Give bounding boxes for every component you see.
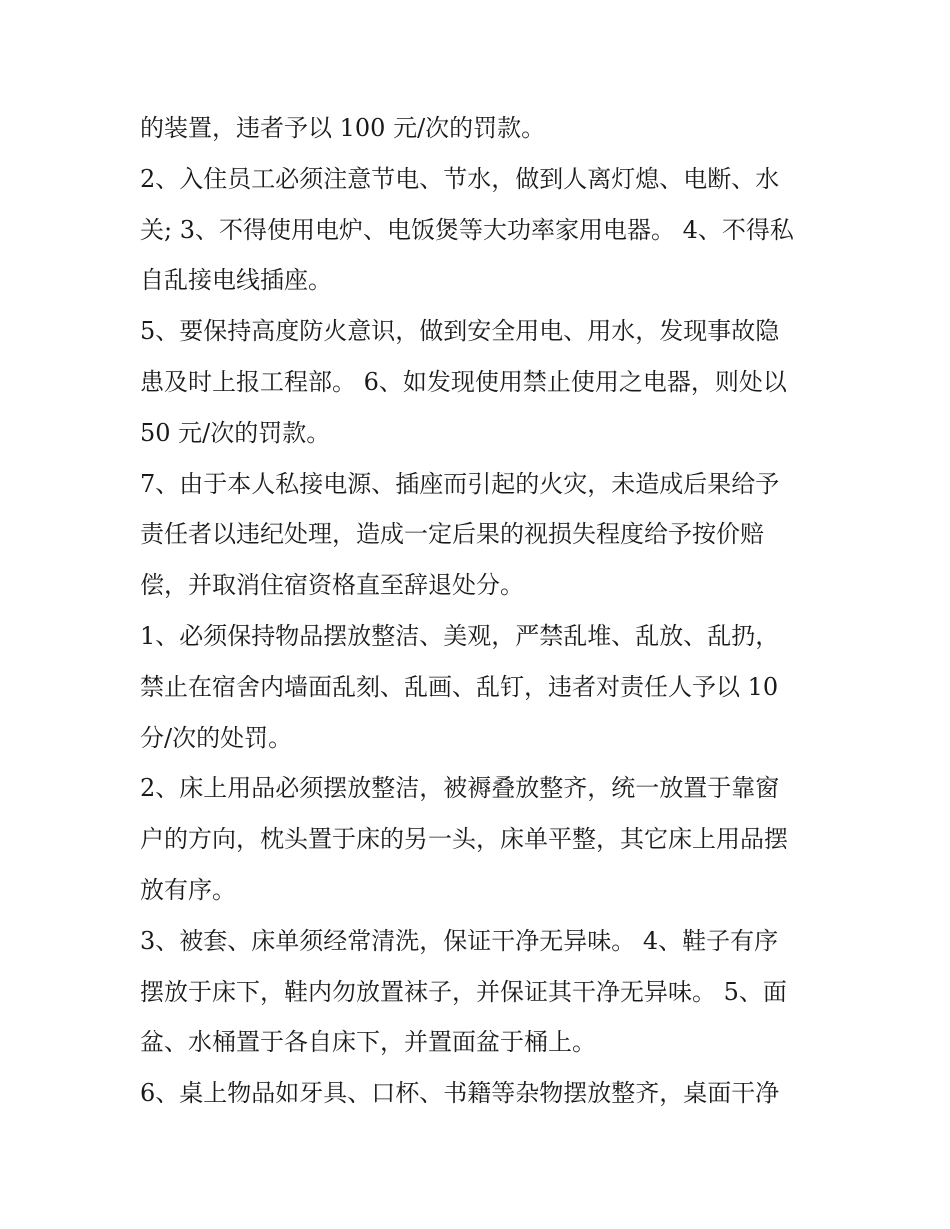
text-line: 禁止在宿舍内墙面乱刻、乱画、乱钉，违者对责任人予以 10: [140, 672, 779, 701]
text-line: 2、入住员工必须注意节电、节水，做到人离灯熄、电断、水: [140, 164, 780, 193]
text-line: 户的方向，枕头置于床的另一头，床单平整，其它床上用品摆: [140, 825, 788, 854]
text-line: 1、必须保持物品摆放整洁、美观，严禁乱堆、乱放、乱扔，: [140, 621, 780, 650]
text-line: 偿，并取消住宿资格直至辞退处分。: [140, 571, 524, 600]
text-line: 的装置，违者予以 100 元/次的罚款。: [140, 114, 546, 142]
text-line: 50 元/次的罚款。: [140, 418, 331, 447]
text-line: 自乱接电线插座。: [140, 266, 332, 295]
text-line: 盆、水桶置于各自床下，并置面盆于桶上。: [140, 1028, 596, 1057]
text-line: 6、桌上物品如牙具、口杯、书籍等杂物摆放整齐，桌面干净: [140, 1079, 780, 1108]
text-line: 责任者以违纪处理，造成一定后果的视损失程度给予按价赔: [140, 520, 764, 549]
text-line: 摆放于床下，鞋内勿放置袜子，并保证其干净无异味。 5、面: [140, 977, 787, 1006]
text-line: 2、床上用品必须摆放整洁，被褥叠放整齐，统一放置于靠窗: [140, 774, 780, 803]
text-line: 放有序。: [140, 875, 236, 904]
text-line: 5、要保持高度防火意识，做到安全用电、用水，发现事故隐: [140, 317, 780, 346]
text-line: 关; 3、不得使用电炉、电饭煲等大功率家用电器。 4、不得私: [140, 215, 794, 244]
document-body: [140, 103, 820, 1119]
text-line: 3、被套、床单须经常清洗，保证干净无异味。 4、鞋子有序: [140, 926, 779, 955]
text-line: 7、由于本人私接电源、插座而引起的火灾，未造成后果给予: [140, 469, 780, 498]
text-line: 患及时上报工程部。 6、如发现使用禁止使用之电器，则处以: [140, 367, 787, 396]
text-line: 分/次的处罚。: [140, 723, 293, 752]
